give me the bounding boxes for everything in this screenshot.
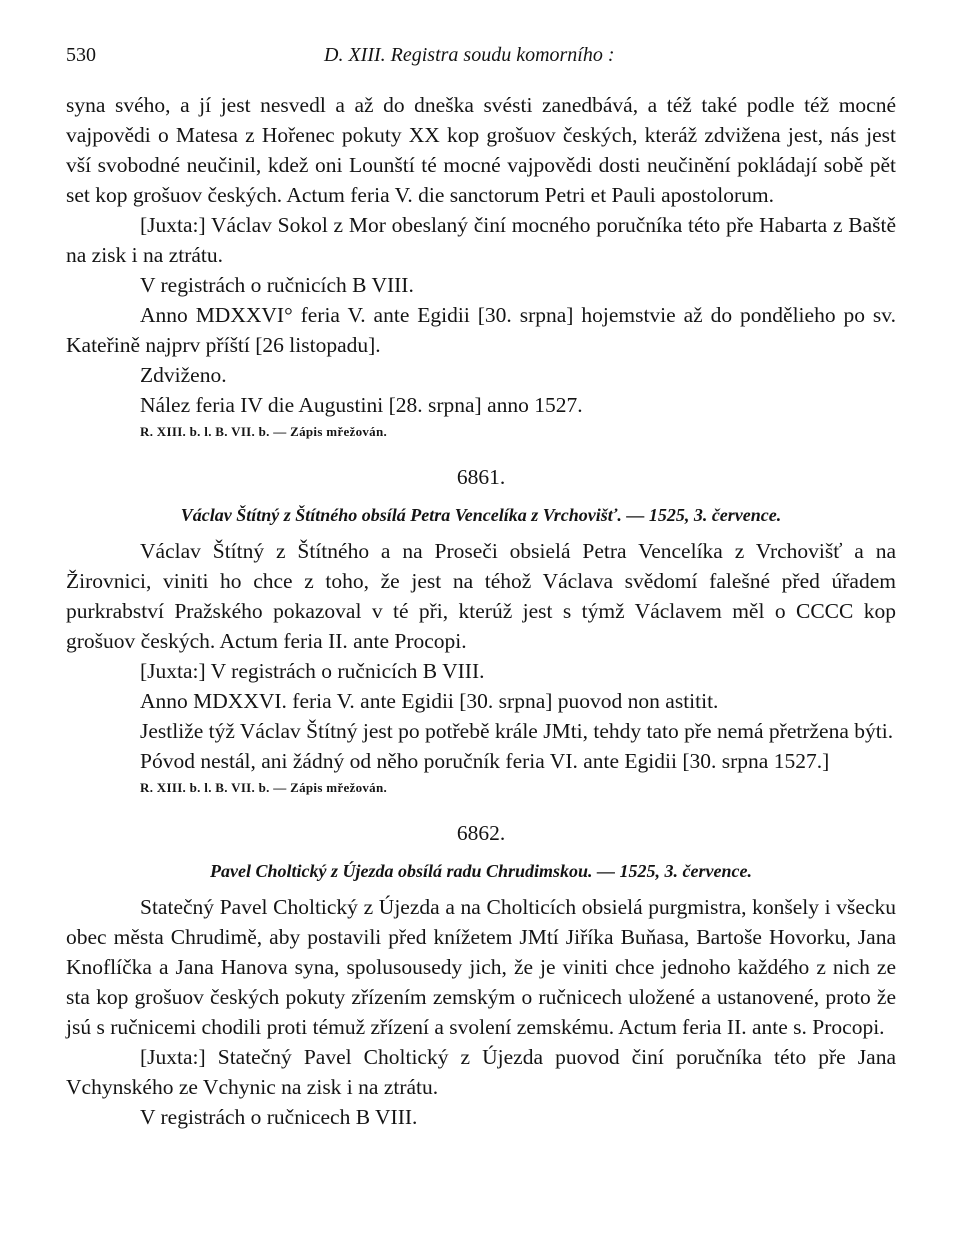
- archive-reference: R. XIII. b. l. B. VII. b. — Zápis mřežován.: [140, 780, 388, 795]
- paragraph: Jestliže týž Václav Štítný jest po potřebě krále JMti, tehdy tato pře nemá přetržena býti.: [140, 719, 894, 743]
- paragraph: Zdviženo.: [140, 363, 227, 387]
- entry-number: 6862.: [456, 821, 506, 845]
- paragraph: Anno MDXXVI. feria V. ante Egidii [30. srpna] puovod non astitit.: [140, 689, 719, 713]
- paragraph: Václav Štítný z Štítného a na Proseči obsielá Petra Vencelíka z Vrchovišť a na Žirovnici, viniti ho chce z toho, že jest na téhož Václava svědomí falešné před úřadem purkrabství Pražského pokazoval v té při, kterúž jest s týmž Václavem měl o CCCC kop grošuov českých. Actum feria II. ante Procopi.: [66, 539, 896, 653]
- paragraph: Póvod nestál, ani žádný od něho poručník feria VI. ante Egidii [30. srpna 1527.]: [140, 749, 830, 773]
- paragraph: Anno MDXXVI° feria V. ante Egidii [30. srpna] hojemstvie až do pondělieho po sv. Kateřině najprv příští [26 listopadu].: [66, 303, 896, 357]
- running-title: D. XIII. Registra soudu komorního :: [324, 44, 615, 66]
- paragraph: Nález feria IV die Augustini [28. srpna] anno 1527.: [140, 393, 583, 417]
- paragraph: [Juxta:] Václav Sokol z Mor obeslaný činí mocného poručníka této pře Habarta z Baště na zisk i na ztrátu.: [66, 213, 896, 267]
- paragraph: [Juxta:] Statečný Pavel Choltický z Újezda puovod činí poručníka této pře Jana Vchynského ze Vchynic na zisk i na ztrátu.: [66, 1045, 896, 1099]
- archive-reference: R. XIII. b. l. B. VII. b. — Zápis mřežován.: [140, 424, 388, 439]
- page-header: [66, 44, 896, 74]
- entry-number: 6861.: [456, 465, 506, 489]
- paragraph: [Juxta:] V registrách o ručnicích B VIII.: [140, 659, 485, 683]
- paragraph: V registrách o ručnicech B VIII.: [140, 1105, 418, 1129]
- page-number: 530: [66, 44, 96, 66]
- entry-rubric: Václav Štítný z Štítného obsílá Petra Vencelíka z Vrchovišť. — 1525, 3. července.: [180, 505, 782, 525]
- paragraph: Statečný Pavel Choltický z Újezda a na Cholticích obsielá purgmistra, konšely i všecku obec města Chrudimě, aby postavili před knížetem JMtí Jiříka Buňasa, Bartoše Hovorku, Jana Knoflíčka a Jana Hanova syna, spolusousedy jich, že je viniti chce jednoho každého z nich ze sta kop grošuov českých pokuty zřízením zemským o ručnicech uložené a ustanovené, proto že jsú s ručnicemi chodili proti témuž zřízení a svolení zemskému. Actum feria II. ante s. Procopi.: [66, 895, 896, 1039]
- paragraph: V registrách o ručnicích B VIII.: [140, 273, 414, 297]
- paragraph: syna svého, a jí jest nesvedl a až do dneška svésti zanedbává, a též také podle též mocné vajpovědi o Matesa z Hořenec pokuty XX kop grošuov českých, kteráž zdvižena jest, nás jest vší svobodné neučinil, kdež oni Lounští té mocné vajpovědi dosti neučinění pokládají sobě pět set kop grošuov českých. Actum feria V. die sanctorum Petri et Pauli apostolorum.: [66, 93, 896, 207]
- entry-rubric: Pavel Choltický z Újezda obsílá radu Chrudimskou. — 1525, 3. července.: [210, 861, 752, 881]
- page-body: [66, 90, 896, 1132]
